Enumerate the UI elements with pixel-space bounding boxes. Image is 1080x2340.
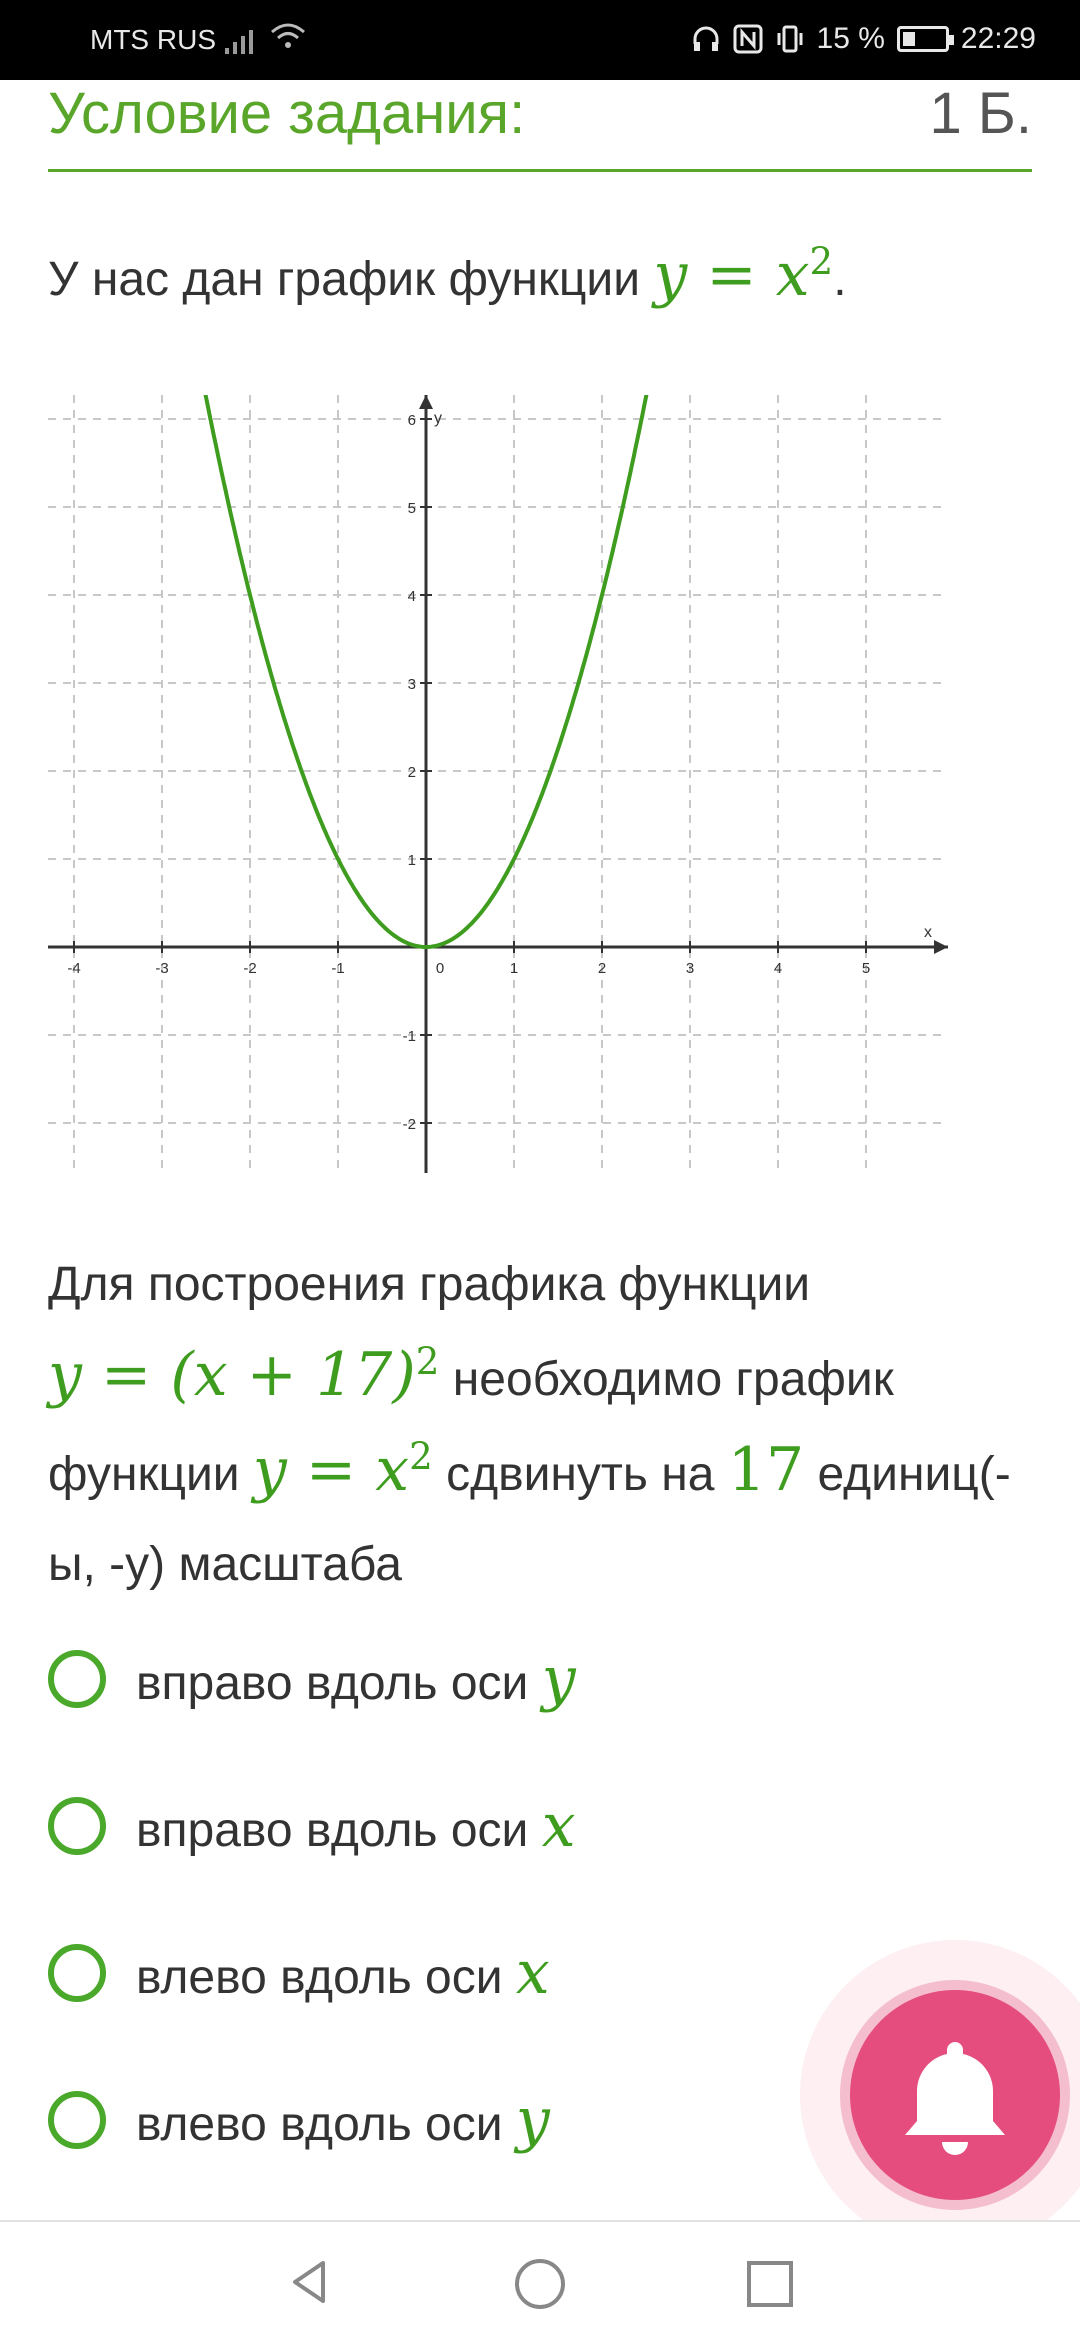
question-formula-1-exp: 2 (415, 1339, 440, 1383)
question-part-4: сдвинуть на (432, 1448, 728, 1501)
y-tick-label: 2 (407, 764, 416, 781)
clock: 22:29 (960, 22, 1036, 55)
notification-bell-button[interactable] (850, 1990, 1060, 2200)
x-tick-label: 0 (435, 960, 445, 977)
question-part-6: ы, -у) масштаба (48, 1538, 402, 1591)
y-axis-label: y (434, 410, 442, 427)
y-tick-label: 4 (407, 588, 416, 605)
answer-option[interactable] (48, 1899, 948, 2046)
y-tick-label: 5 (407, 500, 416, 517)
option-label[interactable] (136, 1791, 576, 1861)
option-label[interactable] (136, 1938, 550, 2008)
points-badge: 1 Б. (929, 81, 1032, 146)
answer-option[interactable] (48, 1605, 948, 1752)
intro-label: У нас дан график функции (48, 253, 654, 306)
headphones-icon (691, 24, 721, 54)
nfc-icon (733, 24, 763, 54)
x-tick-label: 4 (773, 960, 783, 977)
status-bar (0, 0, 1080, 80)
radio-button[interactable] (48, 2091, 106, 2149)
home-icon[interactable] (513, 2257, 567, 2311)
x-tick-label: -1 (331, 960, 345, 977)
back-icon[interactable] (285, 2257, 335, 2307)
question-line-4 (48, 1520, 1038, 1610)
option-label[interactable] (136, 1644, 576, 1714)
option-label[interactable] (136, 2085, 550, 2155)
option-text: влево вдоль оси (136, 1950, 516, 2004)
option-axis: y (515, 2084, 550, 2155)
answer-option[interactable] (48, 1752, 948, 1899)
question-part-2: необходимо график (439, 1353, 894, 1406)
x-tick-label: -3 (155, 960, 169, 977)
question-line-3 (48, 1425, 1038, 1520)
signal-icon (225, 26, 259, 56)
option-text: вправо вдоль оси (136, 1803, 542, 1857)
carrier-name: MTS RUS (90, 24, 216, 55)
option-axis: x (515, 1937, 550, 2008)
x-tick-label: 3 (685, 960, 695, 977)
question-text (48, 1240, 1038, 1610)
status-right-group (691, 22, 1036, 56)
system-nav-bar (0, 2220, 1080, 2340)
option-axis: y (541, 1643, 576, 1714)
question-formula-2-exp: 2 (409, 1434, 433, 1478)
y-axis-arrow (419, 395, 433, 409)
battery-icon (897, 26, 949, 52)
x-tick-label: -4 (67, 960, 81, 977)
x-tick-label: -2 (243, 960, 257, 977)
page-title: Условие задания: (48, 81, 526, 146)
question-line-2 (48, 1330, 1038, 1425)
intro-text (48, 240, 847, 310)
intro-formula-exp: 2 (809, 239, 834, 283)
function-graph (48, 395, 948, 1173)
x-tick-label: 5 (861, 960, 871, 977)
option-text: влево вдоль оси (136, 2097, 516, 2151)
vibrate-icon (775, 24, 805, 54)
x-axis-label: x (924, 924, 932, 941)
y-tick-label: 1 (407, 852, 416, 869)
shift-number: 17 (727, 1435, 805, 1505)
y-tick-label: -1 (402, 1028, 416, 1045)
battery-percent: 15 % (816, 22, 885, 55)
question-part-3: функции (48, 1448, 253, 1501)
option-text: вправо вдоль оси (136, 1656, 542, 1710)
question-formula-2-base: y = x (252, 1435, 410, 1505)
question-line-1 (48, 1240, 1038, 1330)
question-formula-2 (253, 1435, 433, 1505)
x-tick-label: 1 (509, 960, 519, 977)
question-formula-1 (48, 1340, 439, 1410)
intro-suffix: . (833, 253, 847, 306)
x-tick-label: 2 (597, 960, 607, 977)
radio-button[interactable] (48, 1944, 106, 2002)
radio-button[interactable] (48, 1797, 106, 1855)
intro-formula (653, 240, 833, 310)
y-tick-label: -2 (402, 1116, 416, 1133)
recents-icon[interactable] (745, 2259, 795, 2309)
x-axis-arrow (934, 940, 948, 954)
question-part-1: Для построения графика функции (48, 1258, 811, 1311)
intro-formula-base: y = x (653, 240, 810, 310)
y-tick-label: 6 (407, 412, 416, 429)
radio-button[interactable] (48, 1650, 106, 1708)
question-part-5: единиц(- (804, 1448, 1011, 1501)
task-header (48, 80, 1032, 172)
bell-icon (850, 1990, 1060, 2200)
option-axis: x (541, 1790, 576, 1861)
y-tick-label: 3 (407, 676, 416, 693)
wifi-icon (268, 20, 308, 54)
question-formula-1-base: y = (x + 17) (48, 1340, 416, 1410)
